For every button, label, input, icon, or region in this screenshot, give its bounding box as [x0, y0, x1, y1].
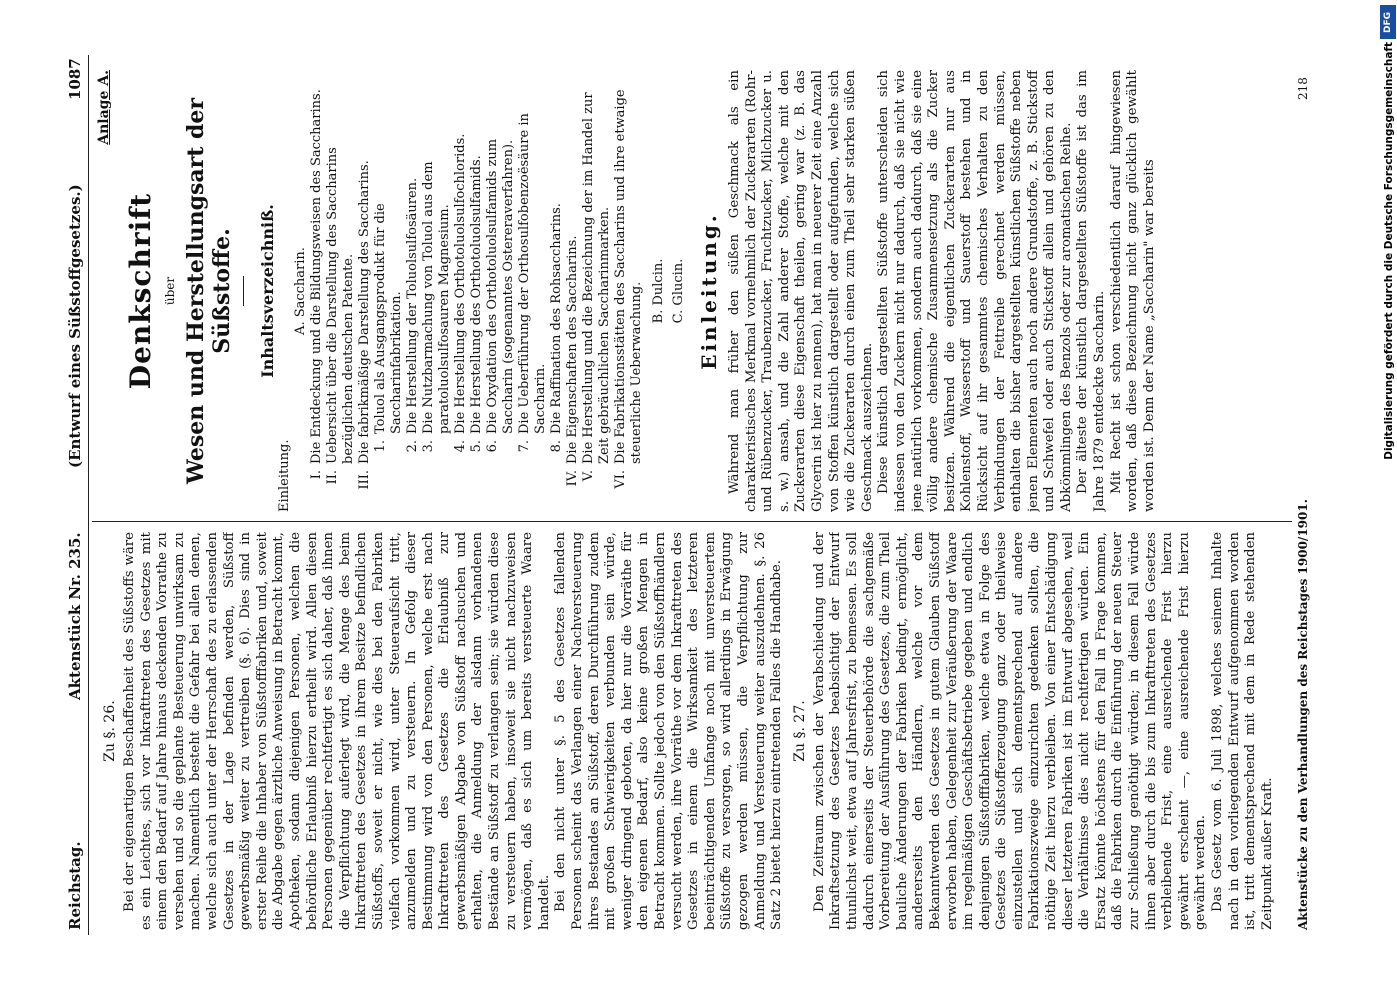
toc-item-number: II. — [325, 470, 340, 485]
toc-part-a: A. Saccharin. — [293, 247, 308, 335]
toc-item-number: IV. — [565, 470, 580, 487]
toc-intro: Einleitung. — [277, 439, 292, 512]
toc-item — [405, 70, 421, 512]
toc-item-number: III. — [357, 470, 372, 490]
paragraph: Mit Recht ist schon verschiedentlich darauf hingewiesen worden, daß diese Bezeichnung nicht ganz glücklich gewählt worden ist. Denn der Name „Saccharin" war bereits — [1108, 70, 1157, 512]
toc-item — [357, 70, 373, 512]
toc-heading: Inhaltsverzeichniß. — [258, 204, 277, 378]
footer-left: Aktenstücke zu den Verhandlungen des Reichstages 1900/1901. — [1296, 499, 1310, 930]
toc-part-b: B. Dulcin. — [651, 258, 666, 324]
paragraph: Während man früher den süßen Geschmack als ein charakteristisches Merkmal vornehmlich der Zuckerarten (Rohr- und Rübenzucker, Traubenzucker, Fruchtzucker, Milchzucker u. s. w.) ansah, und die Zahl anderer Stoffe, welche mit den Zuckerarten diese Eigenschaft theilen, gering war (z. B. das Glycerin ist hier zu nennen), hat man in neuerer Zeit eine Anzahl von Stoffen künstlich dargestellt oder aufgefunden, welche sich wie die Zuckerarten durch einen zum Theil sehr starken süßen Geschmack auszeichnen. — [727, 70, 875, 512]
paragraph: Bei den nicht unter §. 5 des Gesetzes fallenden Personen scheint das Verlangen einer Nachversteuerung ihres Bestandes an Süßstoff, deren Durchführung zudem mit großen Schwierigkeiten verbunden sein würde, weniger dringend geboten, da hier nur die Vorräthe für den eigenen Bedarf, also keine großen Mengen in Betracht kommen. Sollte jedoch von den Süßstoffhändlern versucht werden, ihre Vorräthe vor dem Inkrafttreten des Gesetzes in einem die Wirksamkeit des letzteren beeinträchtigenden Umfange noch mit unversteuertem Süßstoffe zu versorgen, so wird allerdings in Erwägung gezogen werden müssen, die Verpflichtung zur Anmeldung und Versteuerung weiter auszudehnen. §. 26 Satz 2 bietet hierzu eintretenden Falles die Handhabe. — [553, 532, 785, 930]
toc-item-text: Die Ueberführung der Orthosulfobenzoësäure in Saccharin. — [517, 113, 548, 434]
toc-item-text: Die Oxydation des Orthotoluolsulfamids zum Saccharin (sogenanntes Ostereraverfahren). — [485, 138, 516, 434]
toc-item-text: Die Eigenschaften des Saccharins. — [565, 235, 580, 464]
toc-item-text: Die Entdeckung und die Bildungsweisen des Saccharins. — [309, 89, 324, 464]
toc-item-number: 3. — [421, 440, 436, 453]
dfg-watermark-text: Digitalisierung gefördert durch die Deutsche Forschungsgemeinschaft — [1383, 42, 1395, 460]
left-column — [96, 532, 1276, 930]
toc-item-text: Die Herstellung der Toluolsulfosäuren. — [405, 177, 420, 434]
toc-part-c: C. Glucin. — [671, 258, 686, 324]
toc-item-number: 1. — [373, 440, 388, 453]
header-left: Reichstag. — [66, 841, 84, 930]
toc-item-number: 8. — [549, 440, 564, 453]
toc-item — [309, 70, 325, 512]
toc-item — [485, 70, 517, 512]
paragraph: Den Zeitraum zwischen der Verabschiedung und der Inkraftsetzung des Gesetzes beabsichtigt der Entwurf thunlichst weit, etwa auf Jahresfrist, zu bemessen. Es soll dadurch einerseits der Steuerbehörde die sachgemäße Vorbereitung der Ausführung des Gesetzes, die zum Theil bauliche Änderungen der Fabriken bedingt, ermöglicht, andererseits den Händlern, welche vor dem Bekanntwerden des Gesetzes in gutem Glauben Süßstoff erworben haben, Gelegenheit zur Veräußerung der Waare im regelmäßigen Geschäftsbetriebe gegeben und endlich denjenigen Süßstofffabriken, welche etwa in Folge des Gesetzes die Süßstofferzeugung ganz oder theilweise einzustellen und sich dementsprechend auf andere Fabrikationszweige einzurichten gedenken sollten, die nöthige Zeit hierzu verbleiben. Von einer Entschädigung dieser letzteren Fabriken ist im Entwurf abgesehen, weil die Verhältnisse dies nicht rechtfertigen würden. Ein Ersatz könnte höchstens für den Fall in Frage kommen, daß die Fabriken durch die Einführung der neuen Steuer zur Schließung genöthigt würden; in diesem Fall würde ihnen aber durch die bis zum Inkrafttreten des Gesetzes verbleibende Frist, eine ausreichende Frist hierzu gewährt erscheint —, eine ausreichende Frist hierzu gewährt werden. — [811, 532, 1209, 930]
toc-item-text: Die Herstellung des Orthotoluolsulfochlorids. — [453, 133, 468, 434]
toc-item — [581, 70, 613, 512]
paragraph: Bei der eigenartigen Beschaffenheit des Süßstoffs wäre es ein Leichtes, sich vor Inkrafttreten des Gesetzes mit einem den Bedarf auf Jahre hinaus deckenden Vorrathe zu versehen und so die geplante Besteuerung unwirksam zu machen. Namentlich besteht die Gefahr bei allen denen, welche sich auch unter der Herrschaft des zu erlassenden Gesetzes in der Lage befinden werden, Süßstoff gewerbsmäßig weiter zu vertreiben (§. 6). Dies sind in erster Reihe die Inhaber von Süßstofffabriken und, soweit die Abgabe gegen ärztliche Anweisung in Betracht kommt, Apotheken, sodann diejenigen Personen, welchen die behördliche Erlaubniß hierzu ertheilt wird. Allen diesen Personen gegenüber rechtfertigt es sich daher, daß ihnen die Verpflichtung auferlegt wird, die Menge des beim Inkrafttreten des Gesetzes in ihrem Besitze befindlichen Süßstoffs, soweit er nicht, wie dies bei den Fabriken vielfach vorkommen wird, unter Steueraufsicht tritt, anzumelden und zu versteuern. In Gefolg dieser Bestimmung wird von den Personen, welche erst nach Inkrafttreten des Gesetzes die Erlaubniß zur gewerbsmäßigen Abgabe von Süßstoff nachsuchen und erhalten, die Anmeldung der alsdann vorhandenen Bestände an Süßstoff zu verlangen sein; sie würden diese zu versteuern haben, insoweit sie nicht nachzuweisen vermögen, daß es sich um bereits versteuerte Waare handelt. — [122, 532, 552, 930]
header-center: Aktenstück Nr. 235. — [66, 532, 84, 700]
toc-item-text: Die Herstellung und die Bezeichnung der im Handel zur Zeit gebräuchlichen Saccharinmarken. — [581, 92, 612, 464]
toc-item-text: Die fabrikmäßige Darstellung des Saccharins. — [357, 160, 372, 464]
toc-item-number: VI. — [613, 470, 628, 489]
toc-item — [421, 70, 453, 512]
toc-item-text: Uebersicht über die Darstellung des Saccharins bezüglichen deutschen Patente. — [325, 147, 356, 464]
toc-item-number: I. — [309, 470, 324, 480]
document-title: Denkschrift — [124, 192, 157, 390]
header-rule — [88, 55, 89, 935]
header-middle: (Entwurf eines Süßstoffgesetzes.) — [66, 184, 84, 468]
toc-item — [373, 70, 405, 512]
title-sub: über — [163, 276, 177, 306]
toc-item-number: 6. — [485, 440, 500, 453]
toc-item-text: Die Herstellung des Orthotoluolsulfamids. — [469, 155, 484, 434]
table-of-contents — [277, 70, 687, 512]
paragraph: Der älteste der künstlich dargestellten Süßstoffe ist das im Jahre 1879 entdeckte Saccharin. — [1075, 70, 1108, 512]
toc-item — [469, 70, 485, 512]
title-divider — [243, 276, 244, 306]
toc-item-text: Die Nutzbarmachung von Toluol aus dem paratoluolsulfosauren Magnesium. — [421, 161, 452, 434]
toc-item-number: V. — [581, 470, 596, 482]
toc-item-text: Toluol als Ausgangsprodukt für die Saccharinfabrikation. — [373, 203, 404, 434]
page-number: 1087 — [66, 58, 84, 100]
toc-item-number: 4. — [453, 440, 468, 453]
einleitung-heading: Einleitung. — [697, 212, 721, 370]
toc-item-number: 5. — [469, 440, 484, 453]
dfg-logo: DFG — [1380, 5, 1396, 39]
toc-item-number: 2. — [405, 440, 420, 453]
section-heading-27: Zu §. 27. — [791, 700, 808, 762]
section-heading-26: Zu §. 26. — [102, 700, 118, 762]
footer-right: 218 — [1296, 77, 1310, 100]
annex-label: Anlage A. — [96, 70, 112, 145]
toc-item-text: Die Fabrikationsstätten des Saccharins und ihre etwaige steuerliche Ueberwachung. — [613, 89, 644, 464]
toc-item — [565, 70, 581, 512]
toc-item-number: 7. — [517, 440, 532, 453]
right-column — [96, 70, 1276, 512]
paragraph: Das Gesetz vom 6. Juli 1898, welches seinem Inhalte nach in den vorliegenden Entwurf aufgenommen worden ist, tritt dementsprechend mit dem in Rede stehenden Zeitpunkt außer Kraft. — [1210, 532, 1275, 930]
toc-item — [453, 70, 469, 512]
column-separator — [92, 521, 1292, 522]
toc-item — [517, 70, 549, 512]
toc-item-text: Die Raffination des Rohsaccharins. — [549, 203, 564, 434]
toc-item — [325, 70, 357, 512]
paragraph: Diese künstlich dargestellten Süßstoffe unterscheiden sich indessen von den Zuckern nicht nur dadurch, daß sie nicht wie jene natürlich vorkommen, sondern auch dadurch, daß sie eine völlig andere chemische Zusammensetzung als die Zucker besitzen. Während die eigentlichen Zuckerarten nur aus Kohlenstoff, Wasserstoff und Sauerstoff bestehen und in Rücksicht auf ihr gesammtes chemisches Verhalten zu den Verbindungen der Fettreihe gerechnet werden müssen, enthalten die bisher dargestellten künstlichen Süßstoffe neben jenen Elementen auch noch andere Grundstoffe, z. B. Stickstoff und Schwefel oder auch Stickstoff allein und gehören zu den Abkömmlingen des Benzols oder zur aromatischen Reihe. — [876, 70, 1074, 512]
toc-item — [613, 70, 645, 512]
title-main: Wesen und Herstellungsart der Süßstoffe. — [183, 98, 235, 485]
toc-item — [549, 70, 565, 512]
